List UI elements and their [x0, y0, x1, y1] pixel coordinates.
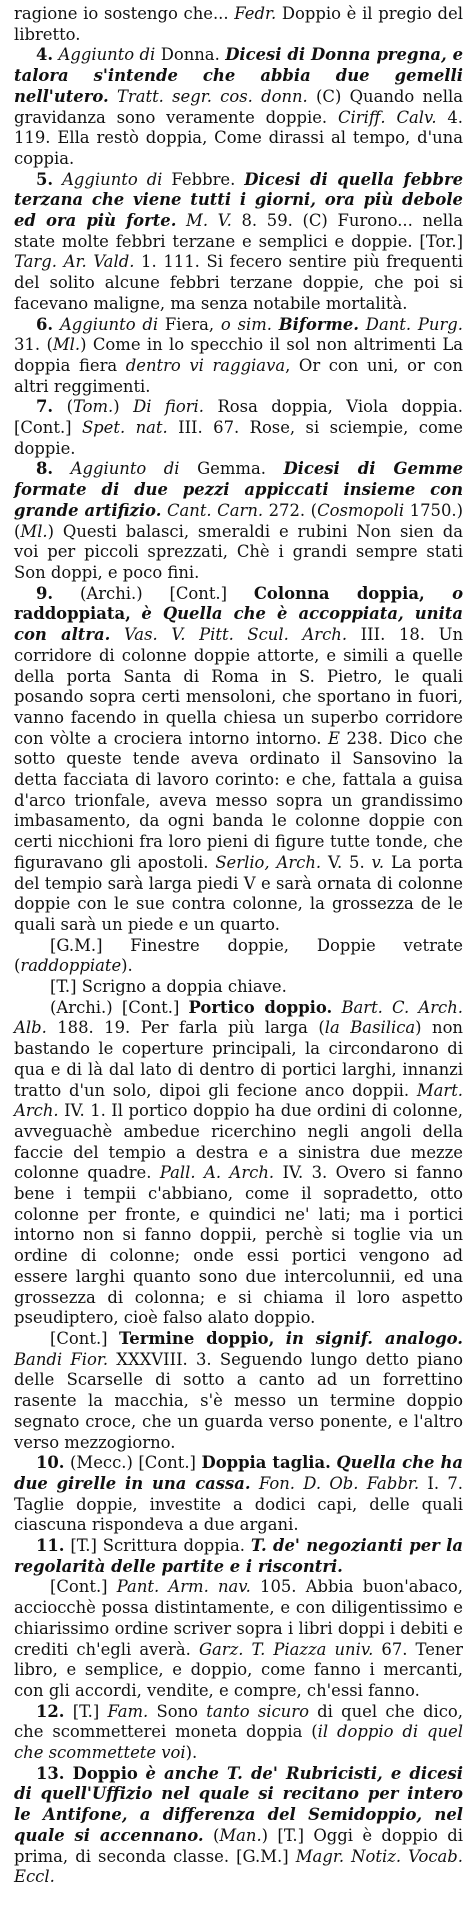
- entry-sense-9-termine: [Cont.] Termine doppio, in signif. analogo. Bandi Fior. XXXVIII. 3. Seguendo lungo detto piano delle Scarselle di sotto a canto ad un forrettino rasente la macchia, s'è messo un termine doppio segnato croce, che un guarda verso ponente, e l'altro verso mezzogiorno.: [14, 1329, 464, 1452]
- entry-sense-10: 10. (Mecc.) [Cont.] Doppia taglia. Quella che ha due girelle in una cassa. Fon. D. Ob. Fabbr. I. 7. Taglie doppie, investite a dodici capi, delle quali ciascuna rispondeva a due argani.: [14, 1453, 463, 1535]
- entry-sense-11-cont: [Cont.] Pant. Arm. nav. 105. Abbia buon'abaco, acciocchè possa distintamente, e con diligentissimo e chiarissimo ordine scriver sopra i libri doppi i debiti e crediti ch'egli averà. Garz. T. Piazza univ. 67. Tener libro, e semplice, e doppio, come fanno i mercanti, con gli accordi, vendite, e compre, ch'essi fanno.: [14, 1577, 463, 1700]
- entry-cont-top: ragione io sostengo che... Fedr. Doppio è il pregio del libretto.: [14, 4, 463, 44]
- entry-sense-9-t: [T.] Scrigno a doppia chiave.: [50, 977, 287, 997]
- entry-sense-9-portico: (Archi.) [Cont.] Portico doppio. Bart. C. Arch. Alb. 188. 19. Per farla più larga (la Basilica) non bastando le coperture principali, la circondarono di qua e di là dal lato di dentro di portici larghi, innanzi tratto d'un solo, dipoi gli fecione anco doppii. Mart. Arch. IV. 1. Il portico doppio ha due ordini di colonne, avveguachè ambedue ricerchino negli angoli della faccie del tempio a destra e a sinistra due mezze colonne quadre. Pall. A. Arch. IV. 3. Overo si fanno bene i tempii c'abbiano, come il sopradetto, otto colonne per fronte, e quindici ne' lati; ma i portici intorno non si fanno doppii, perchè si toglie via un ordine di colonne; onde essi portici vengono ad essere larghi quanto sono due intercolunnii, ed una grossezza di colonna; e si chiama il loro aspetto pseudiptero, cioè falso alato doppio.: [14, 997, 464, 1328]
- entry-sense-13: 13. Doppio è anche T. de' Rubricisti, e dicesi di quell'Uffizio nel quale si recitano per intero le Antifone, a differenza del Semidoppio, nel quale si accennano. (Man.) [T.] Oggi è doppio di prima, di seconda classe. [G.M.] Magr. Notiz. Vocab. Eccl.: [14, 1763, 463, 1887]
- entry-sense-12: 12. [T.] Fam. Sono tanto sicuro di quel che dico, che scommetterei moneta doppia (il doppio di quel che scommettete voi).: [14, 1701, 464, 1763]
- entry-sense-8: 8. Aggiunto di Gemma. Dicesi di Gemme formate di due pezzi appiccati insieme con grande artifizio. Cant. Carn. 272. (Cosmopoli 1750.) (Ml.) Questi balasci, smeraldi e rubini Non sien da voi per piccoli sprezzati, Chè i grandi sempre stati Son doppi, e poco fini.: [14, 459, 464, 582]
- entry-sense-11: 11. [T.] Scrittura doppia. T. de' negozianti per la regolarità delle partite e i riscontri.: [14, 1536, 463, 1576]
- entry-sense-9: 9. (Archi.) [Cont.] Colonna doppia, o raddoppiata, è Quella che è accoppiata, unita con altra. Vas. V. Pitt. Scul. Arch. III. 18. Un corridore di colonne doppie attorte, e simili a quelle della porta Santa di Roma in S. Pietro, le quali posando sopra certi mensoloni, che sportano in fuori, vanno facendo in quella chiesa un superbo corridore con vòlte a crociera intorno intorno. E 238. Dico che sotto queste tende aveva ordinato il Sansovino la detta facciata di lavoro corinto: e che, fattala a guisa d'arco trionfale, aveva messo sopra un grandissimo imbasamento, da ogni banda le colonne doppie con certi nicchioni fra loro pieni di figure tutte tonde, che figuravano gli apostoli. Serlio, Arch. V. 5. v. La porta del tempio sarà larga piedi V e sarà ornata di colonne doppie con le sue contra colonne, la grossezza de le quali sarà un piede e un quarto.: [14, 583, 464, 934]
- entry-sense-9-gm: [G.M.] Finestre doppie, Doppie vetrate (raddoppiate).: [14, 935, 463, 976]
- entry-sense-5: 5. Aggiunto di Febbre. Dicesi di quella febbre terzana che viene tutti i giorni, ora più debole ed ora più forte. M. V. 8. 59. (C) Furono... nella state molte febbri terzane e semplici e doppie. [Tor.] Targ. Ar. Vald. 1. 111. Si fecero sentire più frequenti del solito alcune febbri terzane doppie, che poi si facevano maligne, ma senza notabile mortalità.: [14, 169, 464, 313]
- entry-sense-6: 6. Aggiunto di Fiera, o sim. Biforme. Dant. Purg. 31. (Ml.) Come in lo specchio il sol non altrimenti La doppia fiera dentro vi raggiava, Or con uni, or con altri reggimenti.: [14, 314, 463, 396]
- entry-sense-7: 7. (Tom.) Di fiori. Rosa doppia, Viola doppia. [Cont.] Spet. nat. III. 67. Rose, si sciempie, come doppie.: [14, 397, 463, 458]
- entry-sense-4: 4. Aggiunto di Donna. Dicesi di Donna pregna, e talora s'intende che abbia due gemelli nell'utero. Tratt. segr. cos. donn. (C) Quando nella gravidanza sono veramente doppie. Ciriff. Calv. 4. 119. Ella restò doppia, Come dirassi al tempo, d'una coppia.: [14, 45, 464, 168]
